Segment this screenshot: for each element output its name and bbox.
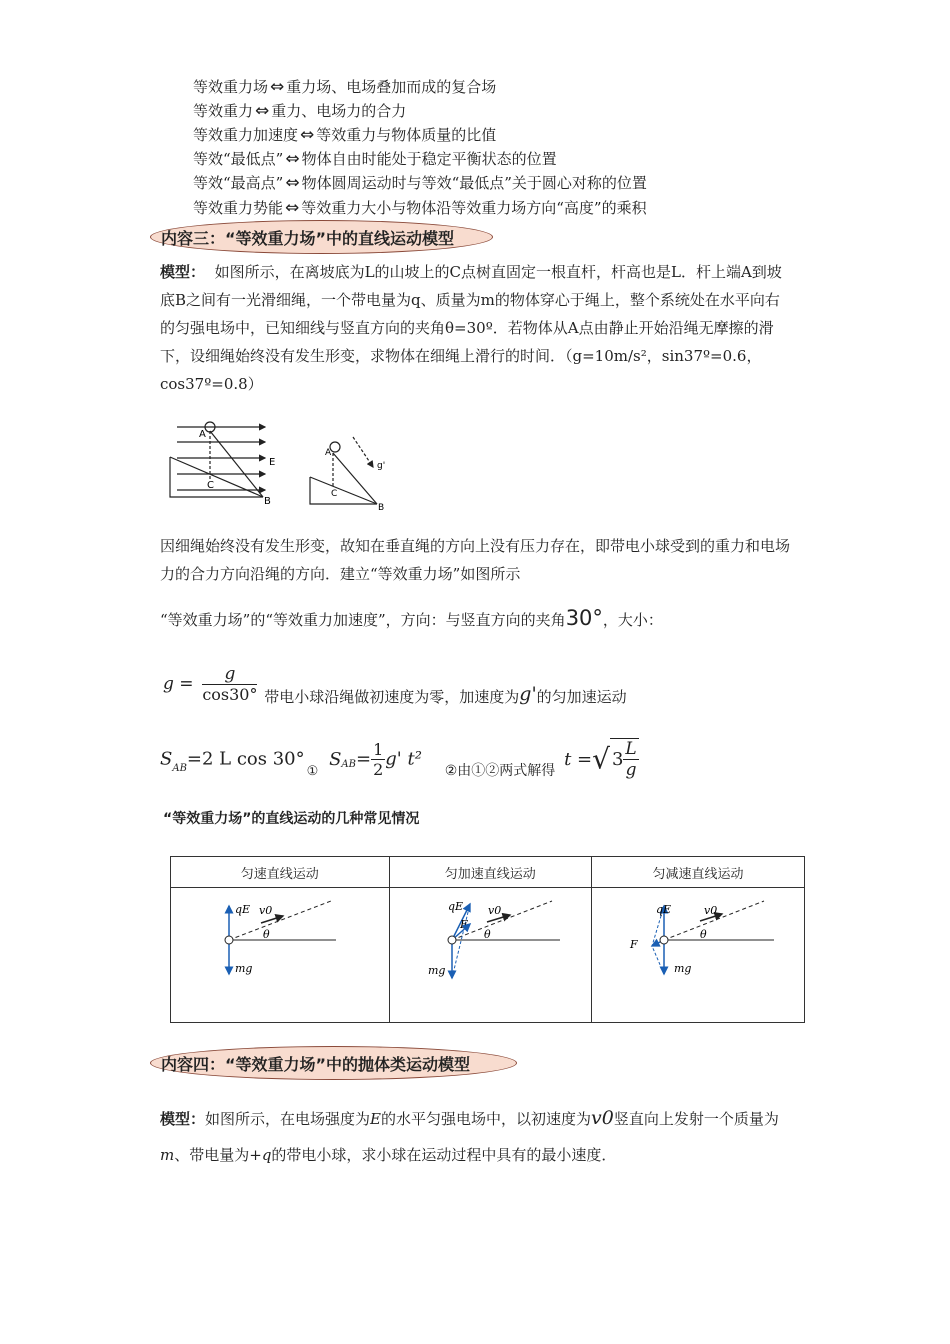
model-label: 模型： <box>160 263 206 281</box>
equation-2: $S_{AB}=2$ L cos 30°① $S_{AB}=$ $\frac{1}{2}$ g' t² ②由①②两式解得 t =√ 3 $\frac{L}{g}$ <box>160 739 637 780</box>
def-line: 等效重力势能 ⇔ 等效重力大小与物体沿等效重力场方向“高度”的乘积 <box>193 198 647 218</box>
case-uniform <box>171 888 390 1023</box>
svg-text:F: F <box>630 938 638 951</box>
svg-text:A: A <box>199 429 206 440</box>
svg-text:F: F <box>459 918 468 931</box>
cases-table <box>170 856 805 1023</box>
svg-text:v0: v0 <box>259 904 273 917</box>
def-line: 等效“最高点” ⇔ 物体圆周运动时与等效“最低点”关于圆心对称的位置 <box>193 173 647 193</box>
svg-text:C: C <box>207 480 214 491</box>
svg-text:v0: v0 <box>487 904 501 917</box>
model-paragraph: 模型：如图所示，在电场强度为E的水平匀强电场中，以初速度为v0竖直向上发射一个质量为m、带电量为+q的带电小球，求小球在运动过程中具有的最小速度． <box>160 1107 779 1164</box>
def-line: 等效重力加速度 ⇔ 等效重力与物体质量的比值 <box>193 125 497 145</box>
case-header: 匀加速直线运动 <box>389 857 592 888</box>
case-decelerating <box>592 888 805 1023</box>
def-line: 等效重力场 ⇔ 重力场、电场叠加而成的复合场 <box>193 77 497 97</box>
svg-text:qE: qE <box>656 903 672 916</box>
case-header: 匀减速直线运动 <box>592 857 805 888</box>
cases-title: “等效重力场”的直线运动的几种常见情况 <box>163 811 420 827</box>
explain-direction: “等效重力场”的“等效重力加速度”，方向：与竖直方向的夹角30°，大小： <box>160 606 663 630</box>
figure-right <box>310 437 377 504</box>
figure-left <box>170 422 265 497</box>
svg-text:mg: mg <box>235 962 253 975</box>
section-heading: 内容三：“等效重力场”中的直线运动模型 <box>150 220 493 254</box>
svg-text:θ: θ <box>263 928 270 941</box>
svg-text:A: A <box>325 448 332 458</box>
svg-text:v0: v0 <box>704 904 718 917</box>
svg-text:C: C <box>331 489 338 499</box>
def-line: 等效“最低点” ⇔ 物体自由时能处于稳定平衡状态的位置 <box>193 149 557 169</box>
model-text: 如图所示，在离坡底为L的山坡上的C点树直固定一根直杆，杆高也是L．杆上端A到坡底B之间有一光滑细绳，一个带电量为q、质量为m的物体穿心于绳上，整个系统处在水平向右的匀强电场中，已知细线与竖直方向的夹角θ=30º．若物体从A点由静止开始沿绳无摩擦的滑下，设细绳始终没有发生形变，求物体在细绳上滑行的时间．（g=10m/s²，sin37º=0.6，cos37º=0.8） <box>160 263 782 393</box>
model-paragraph <box>160 258 792 398</box>
svg-text:qE: qE <box>447 900 463 913</box>
explain-paragraph: 因细绳始终没有发生形变，故知在垂直绳的方向上没有压力存在，即带电小球受到的重力和电场力的合力方向沿绳的方向．建立“等效重力场”如图所示 <box>160 537 791 583</box>
equation-1: g = $\frac{g}{\cos 30^\circ}$ 带电小球沿绳做初速度为零，加速度为g'的匀加速运动 <box>163 664 627 706</box>
svg-text:θ: θ <box>483 928 491 941</box>
svg-text:mg: mg <box>674 962 692 975</box>
svg-text:mg: mg <box>427 964 445 977</box>
svg-text:qE: qE <box>235 903 251 916</box>
section-heading: 内容四：“等效重力场”中的抛体类运动模型 <box>150 1046 517 1080</box>
svg-text:B: B <box>378 503 385 513</box>
svg-text:θ: θ <box>700 928 707 941</box>
def-line: 等效重力 ⇔ 重力、电场力的合力 <box>193 101 407 121</box>
case-accelerating <box>389 888 592 1023</box>
svg-text:E: E <box>269 457 276 468</box>
svg-text:B: B <box>264 496 271 507</box>
slope-figures <box>165 415 395 515</box>
case-header: 匀速直线运动 <box>171 857 390 888</box>
svg-text:g': g' <box>377 461 386 471</box>
